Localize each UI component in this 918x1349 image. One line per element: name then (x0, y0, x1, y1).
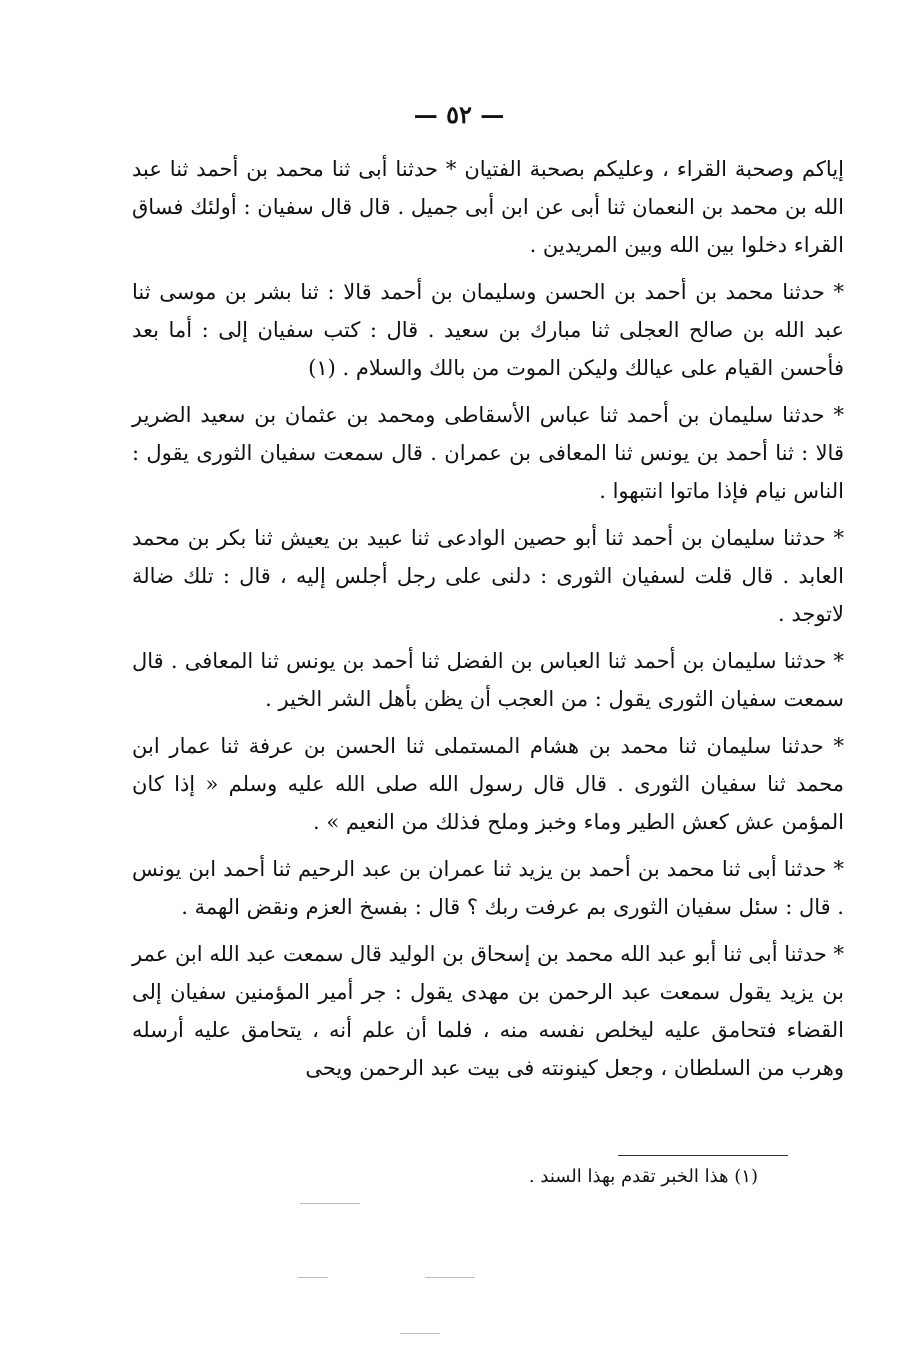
footnote: (١) هذا الخبر تقدم بهذا السند . (528, 1166, 758, 1187)
paragraph-5: * حدثنا سليمان بن أحمد ثنا العباس بن الفضل ثنا أحمد بن يونس ثنا المعافى . قال سمعت سفيان الثورى يقول : من العجب أن يظن بأهل الشر الخير . (132, 649, 844, 711)
scan-smudge (300, 1203, 360, 1204)
paragraph-3: * حدثنا سليمان بن أحمد ثنا عباس الأسقاطى ومحمد بن عثمان بن سعيد الضرير قالا : ثنا أحمد بن يونس ثنا المعافى بن عمران . قال سمعت سفيان الثورى يقول : الناس نيام فإذا ماتوا انتبهوا . (132, 403, 844, 503)
scan-smudge (400, 1333, 440, 1334)
paragraph-7: * حدثنا أبى ثنا محمد بن أحمد بن يزيد ثنا عمران بن عبد الرحيم ثنا أحمد ابن يونس . قال : سئل سفيان الثورى بم عرفت ربك ؟ قال : بفسخ العزم ونقض الهمة . (132, 857, 844, 919)
footnote-divider (618, 1155, 788, 1156)
scan-smudge (298, 1277, 328, 1278)
paragraph-1: إياكم وصحبة القراء ، وعليكم بصحبة الفتيان * حدثنا أبى ثنا محمد بن أحمد ثنا عبد الله بن محمد بن النعمان ثنا أبى عن ابن أبى جميل . قال قال سفيان : أولئك فساق القراء دخلوا بين الله وبين المريدين . (132, 157, 844, 257)
paragraph-2: * حدثنا محمد بن أحمد بن الحسن وسليمان بن أحمد قالا : ثنا بشر بن موسى ثنا عبد الله بن صالح العجلى ثنا مبارك بن سعيد . قال : كتب سفيان إلى : أما بعد فأحسن القيام على عيالك وليكن الموت من بالك والسلام . (١) (132, 280, 844, 380)
paragraph-8: * حدثنا أبى ثنا أبو عبد الله محمد بن إسحاق بن الوليد قال سمعت عبد الله ابن عمر بن يزيد يقول سمعت عبد الرحمن بن مهدى يقول : جر أمير المؤمنين سفيان إلى القضاء فتحامق عليه ليخلص نفسه منه ، فلما أن علم أنه ، يتحامق عليه أرسله وهرب من السلطان ، وجعل كينونته فى بيت عبد الرحمن ويحى (132, 942, 844, 1080)
main-text (132, 150, 844, 1096)
page-number: — ٥٢ — (413, 100, 505, 129)
paragraph-4: * حدثنا سليمان بن أحمد ثنا أبو حصين الوادعى ثنا عبيد بن يعيش ثنا بكر بن محمد العابد . قال قلت لسفيان الثورى : دلنى على رجل أجلس إليه ، قال : تلك ضالة لاتوجد . (132, 526, 844, 626)
paragraph-6: * حدثنا سليمان ثنا محمد بن هشام المستملى ثنا الحسن بن عرفة ثنا عمار ابن محمد ثنا سفيان الثورى . قال قال رسول الله صلى الله عليه وسلم « إذا كان المؤمن عش كعش الطير وماء وخبز وملح فذلك من النعيم » . (132, 734, 844, 834)
scan-smudge (425, 1277, 475, 1278)
